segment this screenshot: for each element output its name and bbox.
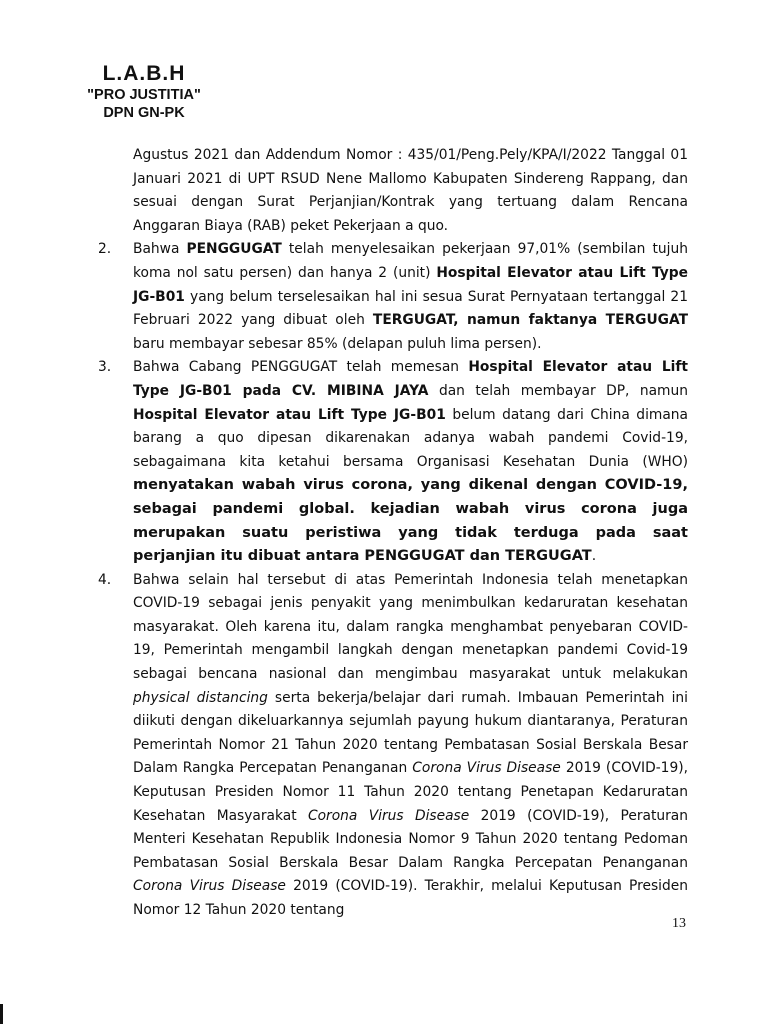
letterhead xyxy=(44,62,244,122)
text-segment: Bahwa Cabang PENGGUGAT telah memesan xyxy=(133,359,469,376)
paragraph-number: 4. xyxy=(98,571,112,588)
paragraph-number: 2. xyxy=(98,241,112,258)
text-segment: . xyxy=(591,548,597,565)
text-segment: belum datang dari China dimana barang a quo dipesan dikarenakan adanya wabah pandemi Covid-19, sebagaimana kita ketahui bersama Organisasi Kesehatan Dunia (WHO) xyxy=(133,406,688,470)
text-segment: Corona Virus Disease xyxy=(133,878,286,895)
org-branch: DPN GN-PK xyxy=(103,105,185,121)
text-segment: PENGGUGAT xyxy=(186,241,282,258)
text-segment: telah menyelesaikan pekerjaan 97,01% (sembilan tujuh koma nol satu persen) dan hanya 2 (unit) xyxy=(133,241,688,281)
text-segment: 2019 (COVID-19). Terakhir, melalui Keputusan Presiden Nomor 12 Tahun 2020 tentang xyxy=(133,878,688,918)
paragraph xyxy=(133,144,688,238)
text-segment: Agustus 2021 dan Addendum Nomor : 435/01/Peng.Pely/KPA/I/2022 Tanggal 01 Januari 2021 di UPT RSUD Nene Mallomo Kabupaten Sindereng Rappang, dan sesuai dengan Surat Perjanjian/Kontrak yang tertuang dalam Rencana Anggaran Biaya (RAB) peket Pekerjaan a quo. xyxy=(133,147,688,234)
text-segment: TERGUGAT, namun faktanya TERGUGAT xyxy=(372,312,689,329)
text-segment: baru membayar sebesar 85% (delapan puluh lima persen). xyxy=(133,335,542,352)
text-segment: Hospital Elevator atau Lift Type JG-B01 xyxy=(133,406,446,423)
text-segment: Corona Virus Disease xyxy=(412,760,561,777)
scan-edge-mark xyxy=(0,1004,3,1024)
text-segment: serta bekerja/belajar dari rumah. Imbauan Pemerintah ini diikuti dengan dikeluarkannya sejumlah payung hukum diantaranya, Peraturan Pemerintah Nomor 21 Tahun 2020 tentang Pembatasan Sosial Berskala Besar Dalam Rangka Percepatan Penanganan xyxy=(133,689,688,777)
org-name: L.A.B.H xyxy=(102,62,186,85)
text-segment: Bahwa xyxy=(133,241,187,258)
page-number: 13 xyxy=(672,916,686,931)
text-segment: Corona Virus Disease xyxy=(307,807,470,824)
paragraph-number: 3. xyxy=(98,359,112,376)
org-motto: "PRO JUSTITIA" xyxy=(87,87,201,103)
text-segment: dan telah membayar DP, namun xyxy=(428,382,688,399)
text-segment: menyatakan wabah virus corona, yang dikenal dengan COVID-19, sebagai pandemi global. kejadian wabah virus corona juga merupakan suatu peristiwa yang tidak terduga pada saat perjanjian itu dibuat antara PENGGUGAT dan TERGUGAT xyxy=(133,477,688,565)
paragraph xyxy=(98,356,688,568)
document-body xyxy=(98,144,689,923)
text-segment: Hospital Elevator atau Lift Type JG-B01 xyxy=(133,264,688,305)
text-segment: Bahwa selain hal tersebut di atas Pemerintah Indonesia telah menetapkan COVID-19 sebagai jenis penyakit yang menimbulkan kedaruratan kesehatan masyarakat. Oleh karena itu, dalam rangka menghambat penyebaran COVID-19, Pemerintah mengambil langkah dengan menetapkan pandemi Covid-19 sebagai bencana nasional dan mengimbau masyarakat untuk melakukan xyxy=(133,571,688,683)
paragraph xyxy=(98,569,688,923)
text-segment: 2019 (COVID-19), Keputusan Presiden Nomor 11 Tahun 2020 tentang Penetapan Kedaruratan Kesehatan Masyarakat xyxy=(133,760,688,824)
text-segment: physical distancing xyxy=(133,689,268,706)
paragraph xyxy=(98,238,689,356)
text-segment: Hospital Elevator atau Lift Type JG-B01 pada CV. MIBINA JAYA xyxy=(133,359,688,399)
text-segment: 2019 (COVID-19), Peraturan Menteri Kesehatan Republik Indonesia Nomor 9 Tahun 2020 tentang Pedoman Pembatasan Sosial Berskala Besar Dalam Rangka Percepatan Penanganan xyxy=(133,807,688,871)
text-segment: yang belum terselesaikan hal ini sesua Surat Pernyataan tertanggal 21 Februari 2022 yang dibuat oleh xyxy=(133,288,688,329)
